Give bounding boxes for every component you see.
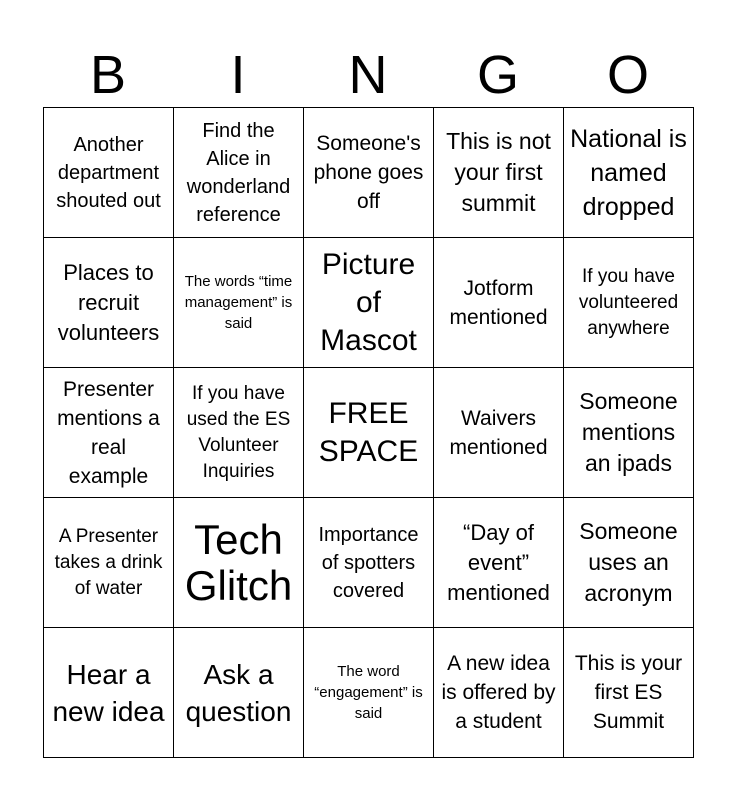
bingo-cell[interactable] — [434, 108, 564, 238]
header-letter-n: N — [348, 45, 388, 105]
cell-text: Waivers mentioned — [449, 406, 548, 459]
bingo-cell[interactable] — [174, 108, 304, 238]
bingo-cell[interactable] — [434, 498, 564, 628]
cell-text: Picture of Mascot — [320, 247, 417, 357]
free-space-cell[interactable] — [304, 368, 434, 498]
cell-text: “Day of event” mentioned — [447, 519, 550, 605]
header-letter-i: I — [230, 45, 246, 105]
bingo-cell[interactable] — [304, 108, 434, 238]
bingo-cell[interactable] — [304, 628, 434, 758]
cell-text: The word “engagement” is said — [314, 663, 423, 722]
header-letter-b: B — [89, 45, 127, 105]
cell-text: Hear a new idea — [52, 658, 165, 727]
cell-text: Another department shouted out — [56, 133, 161, 212]
cell-text: Tech Glitch — [184, 515, 293, 609]
bingo-grid — [43, 107, 694, 758]
cell-text: The words “time management” is said — [184, 273, 293, 332]
bingo-cell[interactable] — [44, 238, 174, 368]
cell-text: Presenter mentions a real example — [57, 377, 160, 488]
cell-text: This is not your first summit — [446, 128, 551, 216]
bingo-cell[interactable] — [304, 498, 434, 628]
bingo-header — [43, 44, 693, 106]
header-letter-g: G — [476, 45, 519, 105]
bingo-cell[interactable] — [174, 238, 304, 368]
bingo-cell[interactable] — [44, 368, 174, 498]
cell-text: Jotform mentioned — [449, 276, 548, 329]
bingo-cell[interactable] — [434, 238, 564, 368]
bingo-cell[interactable] — [564, 498, 694, 628]
bingo-cell[interactable] — [564, 238, 694, 368]
cell-text: This is your first ES Summit — [574, 652, 683, 733]
cell-text: National is named dropped — [570, 124, 687, 221]
bingo-cell[interactable] — [174, 368, 304, 498]
bingo-cell[interactable] — [174, 628, 304, 758]
bingo-cell[interactable] — [304, 238, 434, 368]
bingo-cell[interactable] — [44, 628, 174, 758]
cell-text: If you have used the ES Volunteer Inquiries — [186, 382, 291, 482]
cell-text: Someone mentions an ipads — [579, 388, 678, 476]
bingo-cell[interactable] — [564, 108, 694, 238]
cell-text: If you have volunteered anywhere — [578, 265, 679, 339]
header-letter-o: O — [606, 45, 649, 105]
cell-text: Places to recruit volunteers — [57, 259, 160, 345]
cell-text: Find the Alice in wonderland reference — [186, 119, 291, 226]
bingo-cell[interactable] — [564, 628, 694, 758]
bingo-cell[interactable] — [564, 368, 694, 498]
cell-text: Someone's phone goes off — [313, 132, 424, 213]
bingo-cell[interactable] — [44, 108, 174, 238]
cell-text: A Presenter takes a drink of water — [54, 525, 163, 599]
bingo-cell[interactable] — [44, 498, 174, 628]
cell-text: Ask a question — [185, 658, 292, 727]
bingo-cell[interactable] — [174, 498, 304, 628]
free-space-text: FREE SPACE — [318, 396, 419, 468]
bingo-cell[interactable] — [434, 628, 564, 758]
cell-text: A new idea is offered by a student — [441, 652, 556, 733]
cell-text: Importance of spotters covered — [318, 523, 419, 602]
cell-text: Someone uses an acronym — [579, 518, 678, 606]
bingo-cell[interactable] — [434, 368, 564, 498]
